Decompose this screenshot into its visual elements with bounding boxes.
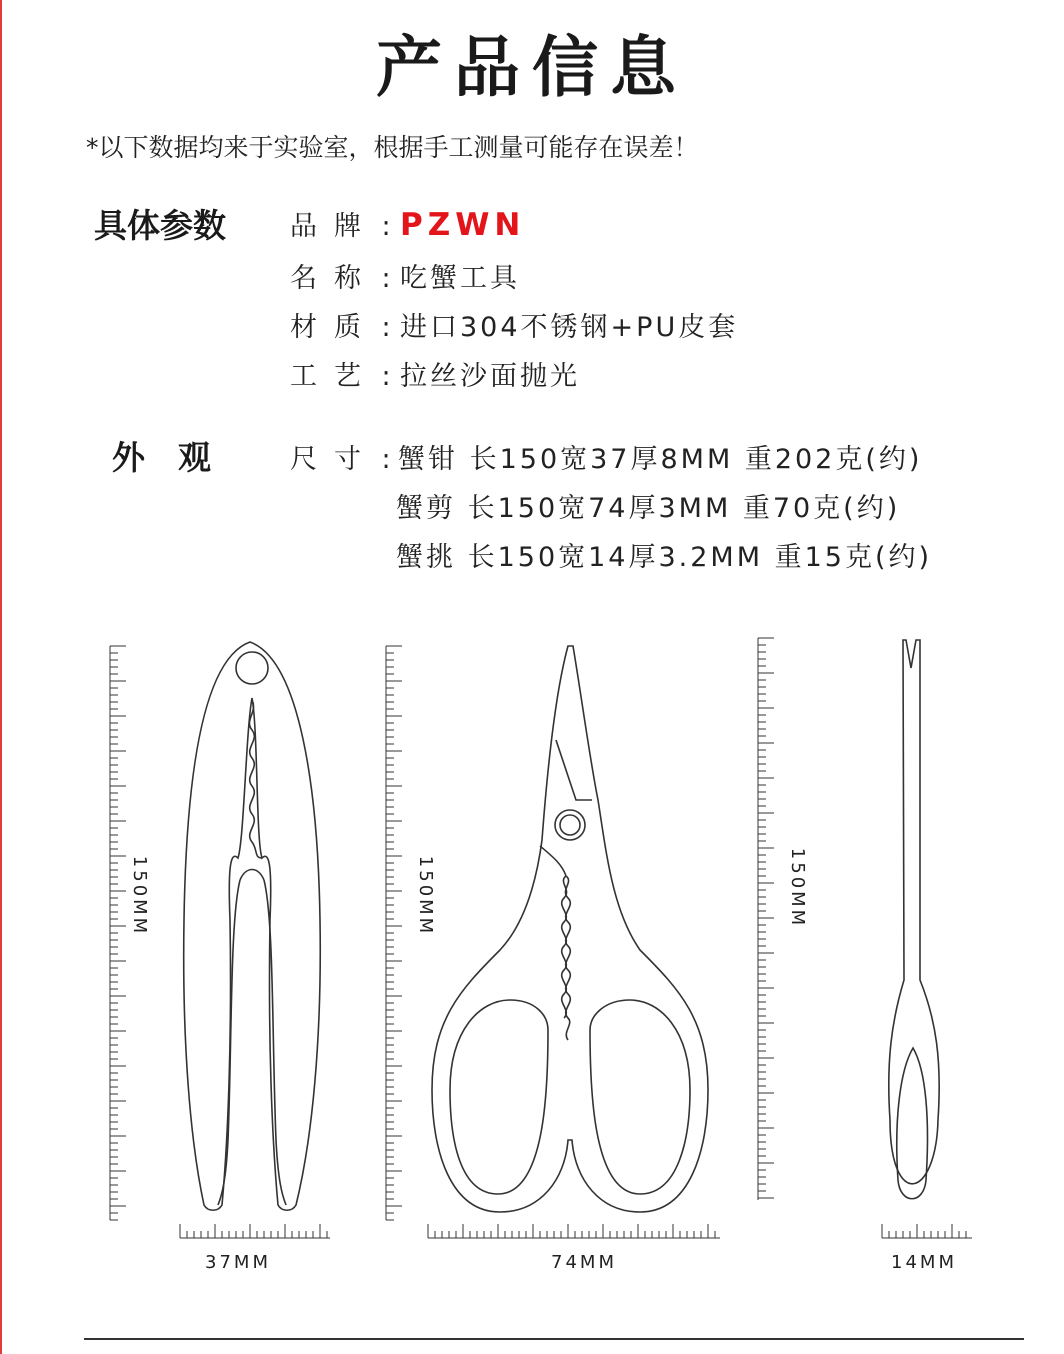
appearance-heading: 外 观 <box>112 438 211 477</box>
spec-label-craft: 工艺 <box>290 361 378 392</box>
width-label: 74MM <box>551 1252 617 1273</box>
crab-scissors-drawing <box>386 646 720 1273</box>
width-label: 37MM <box>205 1252 271 1273</box>
name-value: 吃蟹工具 <box>400 263 520 294</box>
material-value: 进口304不锈钢+PU皮套 <box>400 312 739 343</box>
specs-heading: 具体参数 <box>94 206 226 245</box>
spec-separator: : <box>381 211 391 242</box>
spec-label-material: 材质 <box>290 312 378 343</box>
spec-separator: : <box>381 312 391 343</box>
spec-row-material <box>290 305 738 344</box>
cracker-outline <box>184 642 321 1210</box>
length-label: 150MM <box>129 855 150 937</box>
brand-value: PZWN <box>400 207 526 243</box>
size-row-pick: 蟹挑 长150宽14厚3.2MM 重15克(约) <box>396 542 933 573</box>
vertical-ruler <box>110 646 126 1220</box>
width-label: 14MM <box>891 1252 957 1273</box>
spec-row-craft <box>290 354 580 393</box>
page-title: 产品信息 <box>376 29 688 106</box>
pick-outline <box>889 640 939 1199</box>
size-row-scissors: 蟹剪 长150宽74厚3MM 重70克(约) <box>396 493 901 524</box>
horizontal-ruler <box>428 1224 720 1238</box>
disclaimer-note: *以下数据均来于实验室，根据手工测量可能存在误差！ <box>86 133 699 162</box>
spec-separator: : <box>381 263 391 294</box>
spec-row-name <box>290 256 520 295</box>
vertical-ruler <box>758 638 774 1200</box>
spec-separator: : <box>381 444 391 475</box>
spec-label-name: 名称 <box>290 263 378 294</box>
crab-cracker-drawing <box>110 642 330 1273</box>
tool-drawings <box>0 620 1064 1320</box>
horizontal-ruler <box>882 1224 972 1238</box>
spec-row-size-label <box>290 437 396 476</box>
horizontal-ruler <box>180 1224 330 1238</box>
spec-row-brand <box>290 204 525 243</box>
spec-label-size: 尺寸 <box>290 444 378 475</box>
scissors-outline <box>432 646 708 1212</box>
spec-separator: : <box>381 361 391 392</box>
vertical-ruler <box>386 646 402 1220</box>
bottom-divider <box>84 1338 1024 1340</box>
length-label: 150MM <box>415 855 436 937</box>
size-row-cracker: 蟹钳 长150宽37厚8MM 重202克(约) <box>398 444 923 475</box>
length-label: 150MM <box>787 847 808 929</box>
crab-pick-drawing <box>758 638 972 1273</box>
craft-value: 拉丝沙面抛光 <box>400 361 580 392</box>
spec-label-brand: 品牌 <box>290 211 378 242</box>
